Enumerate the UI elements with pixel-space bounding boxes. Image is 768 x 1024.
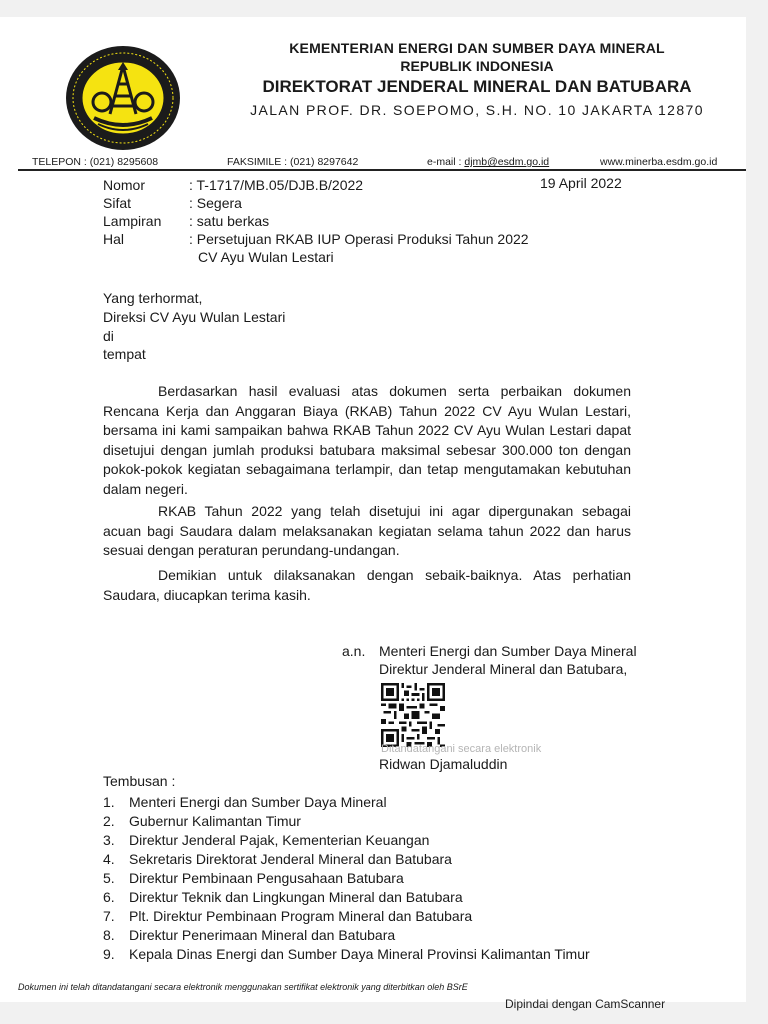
email-link[interactable]: djmb@esdm.go.id [464, 156, 550, 168]
cc-list [103, 793, 590, 964]
recipient-place: tempat [103, 346, 146, 362]
paragraph-line: Rencana Kerja dan Anggaran Biaya (RKAB) Tahun 2022 CV Ayu Wulan Lestari, [103, 402, 631, 419]
ref-hal [103, 230, 529, 248]
paragraph-line: Berdasarkan hasil evaluasi atas dokumen serta perbaikan dokumen [158, 383, 631, 399]
email-label: e-mail : [427, 156, 462, 168]
letterhead [232, 39, 722, 120]
cc-title: Tembusan : [103, 773, 176, 789]
cc-number: 4. [103, 851, 115, 867]
esign-footer-note: Dokumen ini telah ditandatangani secara elektronik menggunakan sertifikat elektronik yang diterbitkan oleh BSrE [18, 982, 468, 992]
paragraph-line: pokok-pokok kegiatan sebagaimana terlampir, dan tetap mengutamakan kebutuhan [103, 461, 631, 477]
cc-number: 7. [103, 908, 115, 924]
ref-lampiran [103, 212, 269, 230]
cc-text: Plt. Direktur Pembinaan Program Mineral dan Batubara [129, 908, 473, 924]
signature-on-behalf: Menteri Energi dan Sumber Daya Mineral [379, 643, 637, 659]
cc-text: Gubernur Kalimantan Timur [129, 813, 301, 829]
signer-name: Ridwan Djamaluddin [379, 756, 508, 772]
salutation: Yang terhormat, [103, 290, 203, 306]
directorate-name: DIREKTORAT JENDERAL MINERAL DAN BATUBARA [262, 77, 692, 96]
list-item [103, 888, 590, 907]
paragraph-line: sesuai dengan peraturan perundang-undangan. [103, 542, 400, 558]
cc-number: 8. [103, 927, 115, 943]
ref-lampiran-value: : satu berkas [189, 213, 270, 229]
ref-hal-line2: CV Ayu Wulan Lestari [198, 249, 334, 265]
cc-number: 1. [103, 794, 115, 810]
ref-hal-label: Hal [103, 231, 125, 247]
ref-sifat [103, 194, 242, 212]
paragraph-line: acuan bagi Saudara dalam melaksanakan kegiatan selama tahun 2022 dan harus [103, 522, 631, 539]
paragraph-line: disetujui dengan jumlah produksi batubara maksimal sebesar 300.000 ton dengan [103, 441, 631, 458]
ref-sifat-label: Sifat [103, 195, 132, 211]
list-item [103, 850, 590, 869]
header-rule [18, 169, 746, 171]
list-item [103, 793, 590, 812]
ref-lampiran-label: Lampiran [103, 213, 162, 229]
telephone: TELEPON : (021) 8295608 [32, 156, 159, 168]
cc-number: 3. [103, 832, 115, 848]
camscanner-watermark: Dipindai dengan CamScanner [505, 997, 666, 1011]
recipient: Direksi CV Ayu Wulan Lestari [103, 309, 286, 325]
ministry-name: KEMENTERIAN ENERGI DAN SUMBER DAYA MINERAL [289, 40, 665, 56]
ref-nomor-value: : T-1717/MB.05/DJB.B/2022 [189, 177, 364, 193]
cc-text: Sekretaris Direktorat Jenderal Mineral dan Batubara [129, 851, 452, 867]
cc-text: Direktur Teknik dan Lingkungan Mineral dan Batubara [129, 889, 463, 905]
cc-number: 6. [103, 889, 115, 905]
cc-text: Direktur Jenderal Pajak, Kementerian Keuangan [129, 832, 430, 848]
esign-note: Ditandatangani secara elektronik [381, 743, 542, 755]
office-address: JALAN PROF. DR. SOEPOMO, S.H. NO. 10 JAKARTA 12870 [250, 102, 704, 118]
letter-page [0, 17, 746, 1002]
cc-text: Direktur Penerimaan Mineral dan Batubara [129, 927, 396, 943]
cc-text: Kepala Dinas Energi dan Sumber Daya Mineral Provinsi Kalimantan Timur [129, 946, 590, 962]
country-name: REPUBLIK INDONESIA [400, 58, 554, 74]
website-link[interactable]: www.minerba.esdm.go.id [600, 156, 718, 168]
cc-text: Menteri Energi dan Sumber Daya Mineral [129, 794, 387, 810]
list-item [103, 926, 590, 945]
cc-number: 5. [103, 870, 115, 886]
paragraph-line: dalam negeri. [103, 480, 188, 497]
list-item [103, 907, 590, 926]
list-item [103, 869, 590, 888]
list-item [103, 831, 590, 850]
signature-an: a.n. [342, 643, 366, 659]
esdm-logo [64, 44, 182, 152]
ref-nomor-label: Nomor [103, 177, 146, 193]
fax: FAKSIMILE : (021) 8297642 [227, 156, 359, 168]
signature-qr-code [381, 683, 445, 747]
ref-hal-value: : Persetujuan RKAB IUP Operasi Produksi Tahun 2022 [189, 231, 529, 247]
paragraph-line: Demikian untuk dilaksanakan dengan sebaik-baiknya. Atas perhatian [158, 567, 631, 583]
recipient-di: di [103, 328, 114, 344]
paragraph-line: bersama ini kami sampaikan bahwa RKAB Tahun 2022 CV Ayu Wulan Lestari dapat [103, 422, 631, 438]
paragraph-line: RKAB Tahun 2022 yang telah disetujui ini agar dipergunakan sebagai [158, 503, 631, 519]
ref-nomor [103, 176, 363, 194]
paragraph-line: Saudara, diucapkan terima kasih. [103, 586, 311, 603]
paragraph-1 [103, 382, 631, 499]
cc-number: 2. [103, 813, 115, 829]
list-item [103, 812, 590, 831]
letter-date: 19 April 2022 [540, 175, 622, 191]
paragraph-3 [103, 566, 631, 605]
ref-sifat-value: : Segera [189, 195, 242, 211]
signature-title: Direktur Jenderal Mineral dan Batubara, [379, 661, 628, 677]
email-line [427, 156, 549, 168]
cc-number: 9. [103, 946, 115, 962]
list-item [103, 945, 590, 964]
cc-text: Direktur Pembinaan Pengusahaan Batubara [129, 870, 404, 886]
paragraph-2 [103, 502, 631, 561]
